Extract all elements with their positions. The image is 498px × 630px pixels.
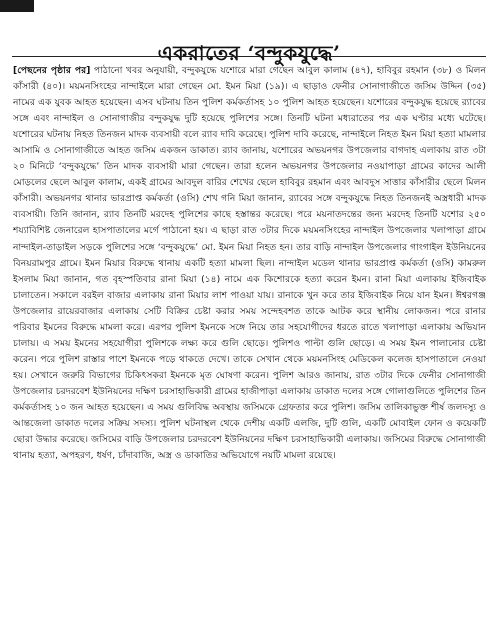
- article-paragraph: [13, 63, 486, 464]
- article-text: পাঠানো খবর অনুযায়ী, বন্দুকযুদ্ধে যশোরে মারা গেছেন আবুল কালাম (৪৭), হাবিবুর রহমান (৩৮) ও মিলন কাঁসারী (৪০)। ময়মনসিংহের নান্দাইলে মারা গেছেন মো. ইমন মিয়া (১৯)। এ ছাড়াও ফেনীর সোনাগাজীতে জসিম উদ্দিন (৩৫) নামের এক যুবক আহত হয়েছেন। এসব ঘটনায় তিন পুলিশ কর্মকর্তাসহ ১০ পুলিশ আহত হয়েছেন। যশোরের বন্দুকযুদ্ধ হয়েছে র‌্যাবের সঙ্গে এবং নান্দাইল ও সোনাগাজীর বন্দুকযুদ্ধ দুটি হয়েছে পুলিশের সঙ্গে। তিনটি ঘটনা মধ্যরাতের পর এক ঘণ্টার মধ্যে ঘটেছে। যশোরের ঘটনায় নিহত তিনজন মাদক ব্যবসায়ী বলে র‌্যাব দাবি করেছে। পুলিশ দাবি করেছে, নান্দাইলে নিহত ইমন মিয়া হত্যা মামলার আসামি ও সোনাগাজীতে আহত জসিম একজন ডাকাত। র‌্যাব জানায়, যশোরের অভয়নগর উপজেলার বাগদাহ এলাকায় রাত ৩টা ২০ মিনিটে ‘বন্দুকযুদ্ধে’ তিন মাদক ব্যবসায়ী মারা গেছেন। তারা হলেন অভয়নগর উপজেলার নওয়াপাড়া গ্রামের কাদের আলী মোড়লের ছেলে আবুল কালাম, একই গ্রামের আবদুল বারির শেখের ছেলে হাবিবুর রহমান এবং আবদুস সাত্তার কাঁসারীর ছেলে মিলন কাঁসারী। অভয়নগর থানার ভারপ্রাপ্ত কর্মকর্তা (ওসি) শেখ গনি মিয়া জানান, র‌্যাবের সঙ্গে বন্দুকযুদ্ধে নিহত তিনজনই অস্ত্রধারী মাদক ব্যবসায়ী। তিনি জানান, র‌্যাব তিনটি মরদেহ পুলিশের কাছে হস্তান্তর করেছে। পরে ময়নাতদন্তের জন্য মরদেহ তিনটি যশোর ২৫০ শয্যাবিশিষ্ট জেনারেল হাসপাতালের মর্গে পাঠানো হয়। এ ছাড়া রাত ৩টার দিকে ময়মনসিংহের নান্দাইল উপজেলার খলাপাড়া গ্রামে নান্দাইল-তাড়াইল সড়কে পুলিশের সঙ্গে ‘বন্দুকযুদ্ধে’ মো. ইমন মিয়া নিহত হন। তার বাড়ি নান্দাইল উপজেলার গাংগাইল ইউনিয়নের বিনয়রামপুর গ্রামে। ইমন মিয়ার বিরুদ্ধে থানায় একটি হত্যা মামলা ছিল। নান্দাইল মডেল থানার ভারপ্রাপ্ত কর্মকর্তা (ওসি) কামরুল ইসলাম মিয়া জানান, গত বৃহস্পতিবার রানা মিয়া (১৪) নামে এক কিশোরকে হত্যা করেন ইমন। রানা মিয়া এলাকায় ইজিবাইক চালাতেন। সকালে বরইল বাজার এলাকায় রানা মিয়ার লাশ পাওয়া যায়। রানাকে খুন করে তার ইজিবাইক নিয়ে যান ইমন। ঈশ্বরগঞ্জ উপজেলার রায়েরবাজার এলাকায় সেটি বিক্রির চেষ্টা করার সময় সন্দেহবশত তাকে আটক করে স্থানীয় লোকজন। পরে রানার পরিবার ইমনের বিরুদ্ধে মামলা করে। এরপর পুলিশ ইমনকে সঙ্গে নিয়ে তার সহযোগীদের ধরতে রাতে খলাপাড়া এলাকায় অভিযান চালায়। এ সময় ইমনের সহযোগীরা পুলিশকে লক্ষ্য করে গুলি ছোড়ে। পুলিশও পাল্টা গুলি ছোড়ে। এ সময় ইমন পালানোর চেষ্টা করেন। পরে পুলিশ রাস্তার পাশে ইমনকে পড়ে থাকতে দেখে। তাকে সেখান থেকে ময়মনসিংহ মেডিকেল কলেজ হাসপাতালে নেওয়া হয়। সেখানে জরুরি বিভাগের চিকিৎসকরা ইমনকে মৃত ঘোষণা করেন। পুলিশ আরও জানায়, রাত ৩টার দিকে ফেনীর সোনাগাজী উপজেলার চরদরবেশ ইউনিয়নের দক্ষিণ চরসাহাভিকারী গ্রামের হাজীপাড়া এলাকায় ডাকাত দলের সঙ্গে গোলাগুলিতে পুলিশের তিন কর্মকর্তাসহ ১০ জন আহত হয়েছেন। এ সময় গুলিবিদ্ধ অবস্থায় জসিমকে গ্রেফতার করে পুলিশ। জসিম তালিকাভুক্ত শীর্ষ জলদস্যু ও আন্তজেলা ডাকাত দলের সক্রিয় সদস্য। পুলিশ ঘটনাস্থল থেকে দেশীয় একটি এলজি, দুটি গুলি, একটি মোবাইল ফোন ও কয়েকটি ছোরা উদ্ধার করেছে। জসিমের বাড়ি উপজেলার চরদরবেশ ইউনিয়নের দক্ষিণ চরসাহাভিকারী এলাকায়। জসিমের বিরুদ্ধে সোনাগাজী থানায় হত্যা, অপহরণ, ধর্ষণ, চাঁদাবাজি, অস্ত্র ও ডাকাতির অভিযোগে নয়টি মামলা রয়েছে।: [13, 65, 486, 462]
- headline-divider: [12, 56, 486, 57]
- page-corner-mark: [0, 0, 34, 12]
- article-headline: একরাতের ‘বন্দুকযুদ্ধে’: [157, 41, 341, 66]
- article-body: [13, 63, 486, 624]
- continued-from-label: [পেছনের পৃষ্ঠার পর]: [13, 65, 91, 76]
